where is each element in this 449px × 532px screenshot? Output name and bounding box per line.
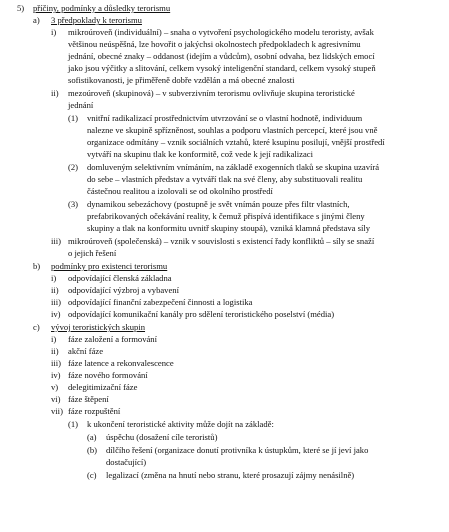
list-item: fáze rozpuštění — [68, 406, 121, 416]
paragraph-line: většinou neúspěšná, lze hovořit o jakýchsi okolnostech předpokladech k agresivnímu — [68, 39, 361, 49]
subsubitem-marker: (b) — [87, 445, 98, 455]
paragraph-line: jednání, obecné znaky – oddanost (idejím a vůdcům), osobní odvaha, bez lidských emocí — [68, 51, 375, 61]
paragraph-line: vnitřní radikalizací prostřednictvím utvrzování se o vlastní hodnotě, individuum — [87, 113, 363, 123]
item-marker: ii) — [51, 346, 59, 356]
item-marker: iii) — [51, 297, 62, 307]
paragraph-line: mezoúroveň (skupinová) – v subverzivním terorismu ovlivňuje skupina teroristické — [68, 88, 355, 98]
item-marker: i) — [51, 334, 57, 344]
subsubitem-marker: (a) — [87, 432, 97, 442]
section-a-marker: a) — [33, 15, 40, 25]
paragraph-line: částečnou realitou a izolovali se od okolního prostředí — [87, 186, 273, 196]
subitem-marker: (2) — [68, 162, 79, 172]
paragraph-line: k ukončení teroristické aktivity může dojít na základě: — [87, 419, 274, 429]
subitem-marker: (1) — [68, 113, 79, 123]
paragraph-line: jednání — [68, 100, 94, 110]
item-marker: ii) — [51, 88, 59, 98]
list-item: odpovídající výzbroj a vybavení — [68, 285, 179, 295]
root-number: 5) — [17, 3, 25, 13]
subsubitem-marker: (c) — [87, 470, 97, 480]
list-item: odpovídající komunikační kanály pro sdělení teroristického poselství (média) — [68, 309, 335, 319]
subitem-marker: (1) — [68, 419, 79, 429]
section-c-marker: c) — [33, 322, 40, 332]
item-marker: iv) — [51, 370, 61, 380]
paragraph-line: vytváří na skupinu tlak ke konformitě, což vede k její radikalizaci — [87, 149, 313, 159]
item-marker: vii) — [51, 406, 63, 416]
paragraph-line: do sebe – vlastních představ a vytváří tlak na své členy, aby substituovali realitu — [87, 174, 363, 184]
list-item: fáze štěpení — [68, 394, 109, 404]
item-marker: i) — [51, 273, 57, 283]
paragraph-line: sofistikovanosti, je přiměřeně dobře vzdělán a má obecné znalosti — [68, 75, 295, 85]
list-item: delegitimizační fáze — [68, 382, 138, 392]
list-item: fáze nového formování — [68, 370, 148, 380]
item-marker: i) — [51, 27, 57, 37]
item-marker: iii) — [51, 358, 62, 368]
list-item: odpovídající členská základna — [68, 273, 172, 283]
paragraph-line: dostačující) — [106, 457, 147, 467]
item-marker: iii) — [51, 236, 62, 246]
paragraph-line: skupiny a tlak na konformitu uvnitř skupiny stoupá), vzniká klamná představa síly — [87, 223, 371, 233]
section-b-marker: b) — [33, 261, 41, 271]
paragraph-line: mikroúroveň (společenská) – vznik v souvislosti s existencí řady konfliktů – síly se snaží — [68, 236, 375, 246]
paragraph-line: prefabrikovaných očekávání reality, k čemuž přispívá identifikace s jinými členy — [87, 211, 365, 221]
paragraph-line: nalezne ve skupině spřízněnost, souhlas a podporu vlastních percepcí, které jsou vně — [87, 125, 378, 135]
item-marker: v) — [51, 382, 59, 392]
paragraph-line: dynamikou sebezáchovy (postupně je svět vnímán pouze přes filtr vlastních, — [87, 199, 350, 209]
section-a-title: 3 předpoklady k terorismu — [51, 15, 142, 25]
section-c-title: vývoj teroristických skupin — [51, 322, 146, 332]
list-item: akční fáze — [68, 346, 104, 356]
list-item: fáze latence a rekonvalescence — [68, 358, 174, 368]
root-title: příčiny, podmínky a důsledky terorismu — [33, 3, 171, 13]
item-marker: vi) — [51, 394, 61, 404]
subitem-marker: (3) — [68, 199, 79, 209]
paragraph-line: organizace odmítány – vznik sociálních vztahů, které ksupinu posilují, vnější prostředí — [87, 137, 385, 147]
item-marker: iv) — [51, 309, 61, 319]
paragraph-line: legalizací (změna na hnutí nebo stranu, které prosazují zájmy nenásilně) — [106, 470, 355, 480]
list-item: odpovídající finanční zabezpečení činnosti a logistika — [68, 297, 253, 307]
section-b-title: podmínky pro existenci terorismu — [51, 261, 168, 271]
paragraph-line: dílčího řešení (organizace donutí protivníka k ústupkům, které se jí jeví jako — [106, 445, 369, 455]
list-item: fáze založení a formování — [68, 334, 157, 344]
paragraph-line: mikroúroveň (individuální) – snaha o vytvoření psychologického modelu teroristy, avšak — [68, 27, 374, 37]
paragraph-line: o jejich řešení — [68, 248, 117, 258]
paragraph-line: jako jsou výčitky a slitování, celkem vysoký inteligenční standard, celkem vysoký stupeň — [68, 63, 376, 73]
paragraph-line: domluveným selektivním vnímáním, na základě exogenních tlaků se skupina uzavírá — [87, 162, 380, 172]
paragraph-line: úspěchu (dosažení cíle teroristů) — [106, 432, 218, 442]
item-marker: ii) — [51, 285, 59, 295]
